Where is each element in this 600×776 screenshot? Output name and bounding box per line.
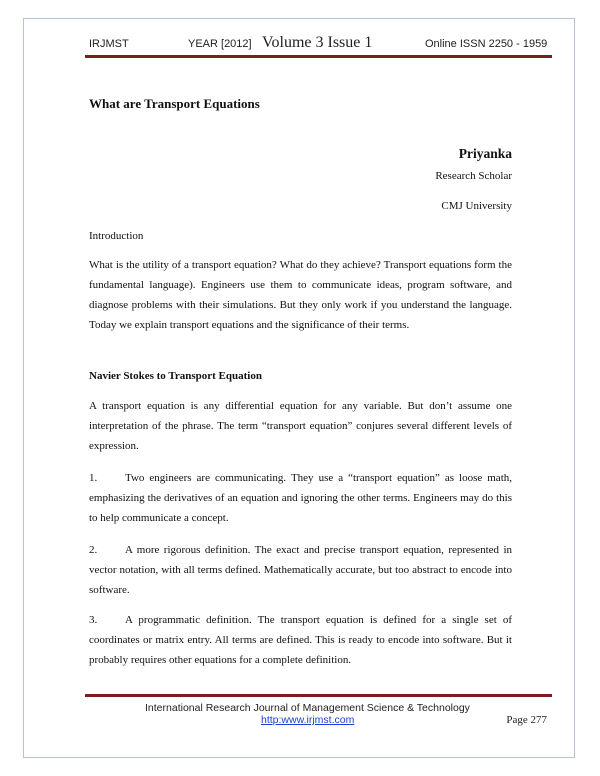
section-heading: Navier Stokes to Transport Equation [89, 370, 262, 382]
list-item-number: 2. [89, 544, 98, 556]
author-name: Priyanka [458, 146, 512, 161]
article-title: What are Transport Equations [89, 96, 260, 111]
list-item-text: A more rigorous definition. The exact and precise transport equation, represented in vector notation, with all terms defined. Mathematically accurate, but too abstract to encode into software. [89, 544, 512, 596]
page-number: Page 277 [506, 714, 547, 726]
list-item [89, 610, 512, 670]
section-paragraph: A transport equation is any differential equation for any variable. But don’t assume one interpretation of the phrase. The term “transport equation” conjures several different levels of expression. [89, 400, 512, 452]
intro-heading: Introduction [89, 230, 144, 242]
list-item [89, 468, 512, 528]
list-item-number: 3. [89, 614, 98, 626]
header-journal: IRJMST [89, 38, 129, 50]
footer-journal: International Research Journal of Management Science & Technology [145, 702, 470, 714]
author-role: Research Scholar [435, 170, 512, 182]
header-issn: Online ISSN 2250 - 1959 [425, 38, 548, 50]
list-item-text: Two engineers are communicating. They use a “transport equation” as loose math, emphasizing the derivatives of an equation and ignoring the other terms. Engineers may do this to help communicate a concept. [89, 472, 512, 524]
header-volume: Volume 3 Issue 1 [262, 34, 373, 51]
header-rule [85, 55, 552, 58]
header-year: YEAR [2012] [188, 38, 252, 50]
list-item-text: A programmatic definition. The transport equation is defined for a single set of coordinates or matrix entry. All terms are defined. This is ready to encode into software. But it probably requires other equations for a complete definition. [89, 614, 512, 666]
intro-paragraph: What is the utility of a transport equation? What do they achieve? Transport equations form the fundamental language). Engineers use them to communicate ideas, program software, and diagnose problems with their simulations. But they only work if you understand the language. Today we explain transport equations and the significance of their terms. [89, 259, 512, 331]
author-institution: CMJ University [441, 200, 512, 212]
footer-link[interactable]: http:www.irjmst.com [261, 714, 355, 726]
list-item [89, 540, 512, 600]
footer-rule [85, 694, 552, 697]
list-item-number: 1. [89, 472, 98, 484]
